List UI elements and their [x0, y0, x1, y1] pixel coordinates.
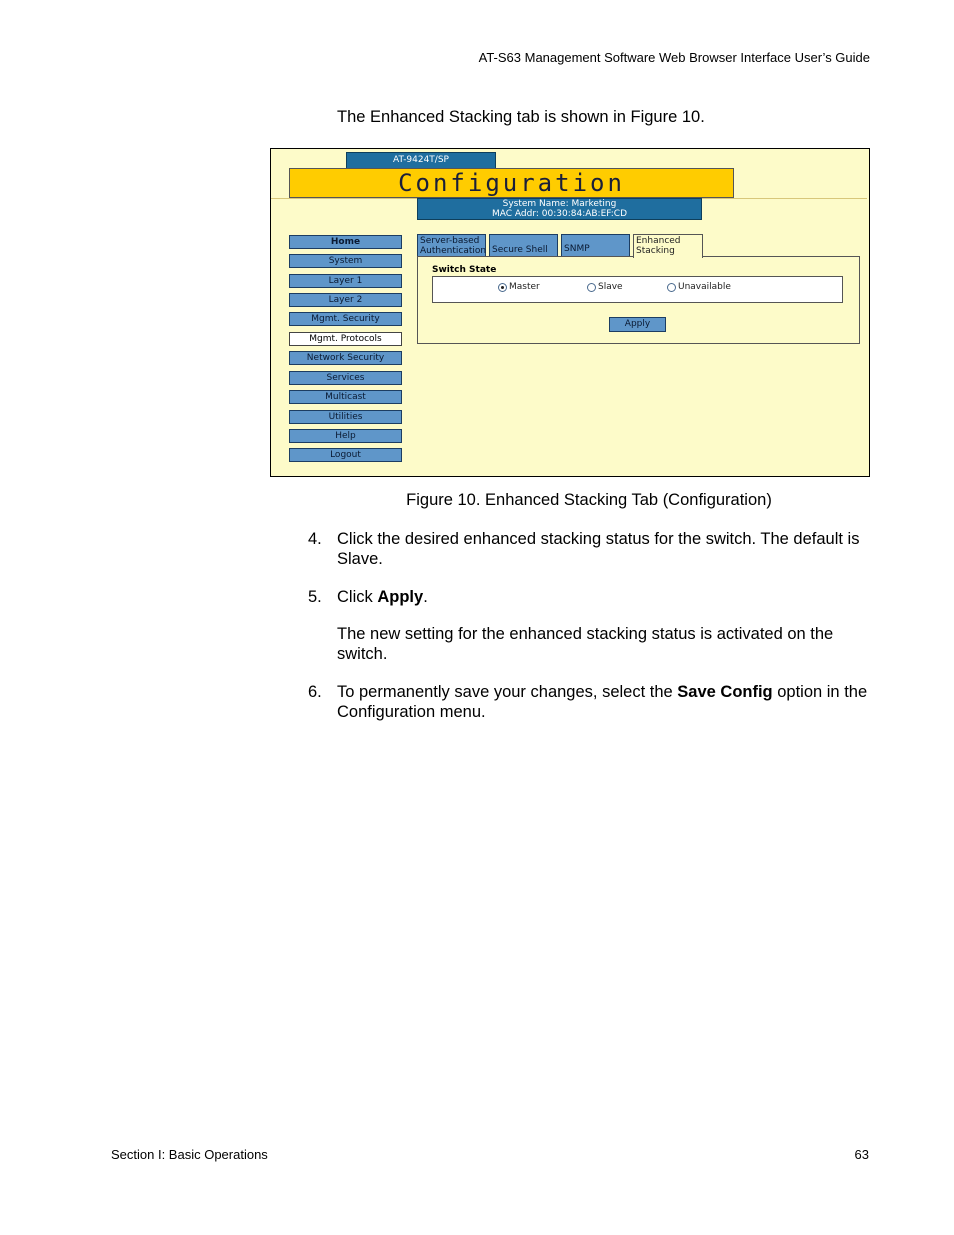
model-label: AT-9424T/SP [346, 152, 496, 169]
save-config-term: Save Config [677, 683, 773, 701]
step-6-post: option in the Configuration menu. [337, 683, 868, 721]
step-5-post: . [423, 588, 428, 606]
nav-utilities[interactable]: Utilities [289, 410, 402, 424]
radio-slave-label: Slave [598, 282, 623, 292]
tab-label-line2: Stacking [636, 246, 675, 256]
mac-address: MAC Addr: 00:30:84:AB:EF:CD [492, 209, 627, 219]
nav-logout[interactable]: Logout [289, 448, 402, 462]
running-header: AT-S63 Management Software Web Browser Interface User’s Guide [478, 50, 870, 65]
step-number: 6. [308, 683, 322, 701]
apply-term: Apply [377, 588, 424, 606]
step-4-text: Click the desired enhanced stacking status for the switch. The default is Slave. [337, 530, 860, 568]
radio-unavailable-label: Unavailable [678, 282, 731, 292]
nav-services[interactable]: Services [289, 371, 402, 385]
step-5-pre: Click [337, 588, 378, 606]
apply-button[interactable]: Apply [609, 317, 666, 332]
tab-server-based-authentication[interactable] [417, 234, 486, 256]
nav-layer-2[interactable]: Layer 2 [289, 293, 402, 307]
radio-unselected-icon [667, 283, 676, 292]
nav-layer-1[interactable]: Layer 1 [289, 274, 402, 288]
step-6-pre: To permanently save your changes, select the [337, 683, 678, 701]
page-number: 63 [854, 1147, 869, 1162]
system-name: System Name: Marketing [502, 199, 617, 209]
configuration-banner: Configuration [289, 168, 734, 198]
tab-label-line1: Server-based [420, 236, 480, 246]
radio-unselected-icon [587, 283, 596, 292]
figure-screenshot [270, 148, 870, 477]
nav-system[interactable]: System [289, 254, 402, 268]
tab-secure-shell[interactable]: Secure Shell [489, 234, 558, 256]
tab-enhanced-stacking[interactable] [633, 234, 703, 258]
nav-multicast[interactable]: Multicast [289, 390, 402, 404]
radio-unavailable[interactable] [667, 282, 731, 292]
step-6-text [337, 682, 872, 722]
tab-label-line1: Enhanced [636, 236, 681, 246]
switch-state-group [432, 276, 843, 303]
nav-mgmt-protocols[interactable]: Mgmt. Protocols [289, 332, 402, 346]
radio-slave[interactable] [587, 282, 623, 292]
radio-master-label: Master [509, 282, 540, 292]
step-number: 4. [308, 530, 322, 548]
intro-paragraph: The Enhanced Stacking tab is shown in Figure 10. [337, 108, 705, 126]
nav-help[interactable]: Help [289, 429, 402, 443]
system-info-box [417, 198, 702, 220]
figure-caption: Figure 10. Enhanced Stacking Tab (Configuration) [406, 491, 772, 509]
tab-snmp[interactable]: SNMP [561, 234, 630, 256]
step-5-text [337, 587, 872, 607]
nav-mgmt-security[interactable]: Mgmt. Security [289, 312, 402, 326]
radio-master[interactable] [498, 282, 540, 292]
step-5-note: The new setting for the enhanced stacking status is activated on the switch. [337, 625, 834, 663]
footer-section: Section I: Basic Operations [111, 1147, 268, 1162]
tab-label-line2: Authentication [420, 246, 487, 256]
switch-state-label: Switch State [432, 265, 497, 275]
nav-network-security[interactable]: Network Security [289, 351, 402, 365]
nav-home[interactable]: Home [289, 235, 402, 249]
radio-selected-icon [498, 283, 507, 292]
step-number: 5. [308, 588, 322, 606]
